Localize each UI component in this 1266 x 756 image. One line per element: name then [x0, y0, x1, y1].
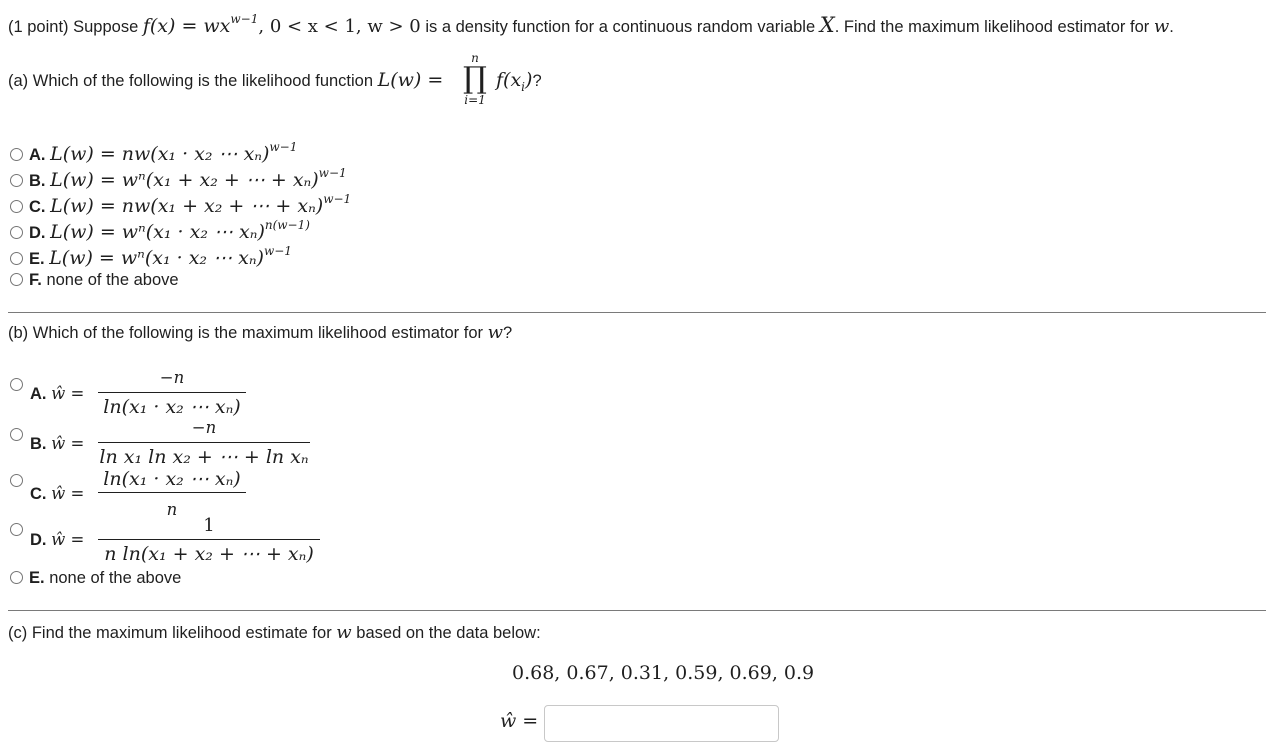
option-label: E. [29, 569, 45, 587]
random-variable: X [819, 13, 835, 37]
radio-b-c[interactable] [10, 474, 23, 487]
radio-a-d[interactable] [10, 226, 23, 239]
part-b-param: w [487, 322, 504, 343]
option-label: A. [30, 385, 47, 403]
frac-b-b-line [98, 442, 310, 443]
option-label: F. [29, 271, 42, 289]
product-operator [455, 52, 495, 106]
option-label: D. [29, 224, 46, 242]
frac-b-b-den: ln x₁ ln x₂ + ⋯ + ln xₙ [99, 446, 309, 468]
radio-b-a[interactable] [10, 378, 23, 391]
option-math: L(w) = nw(x₁ · x₂ ⋯ xₙ) [50, 143, 270, 165]
option-a-b[interactable] [10, 166, 347, 191]
option-label: A. [29, 146, 46, 164]
product-lower: i=1 [464, 93, 486, 107]
estimator-symbol: ŵ = [51, 384, 85, 403]
frac-b-c-num: ln(x₁ · x₂ ⋯ xₙ) [103, 468, 241, 490]
product-term-sub: i [521, 80, 526, 94]
part-c-question [8, 622, 541, 643]
density-exponent: w−1 [230, 12, 259, 26]
option-math: L(w) = wⁿ(x₁ · x₂ ⋯ xₙ) [50, 221, 265, 243]
option-text: none of the above [49, 569, 182, 587]
estimator-symbol: ŵ = [51, 530, 85, 549]
divider [8, 610, 1266, 611]
frac-b-c-line [98, 492, 246, 493]
frac-b-c-den: n [166, 500, 178, 519]
estimator-symbol: ŵ = [51, 434, 85, 453]
part-b-question [8, 322, 512, 343]
option-a-f[interactable] [10, 271, 179, 290]
frac-b-b-num: −n [191, 418, 217, 437]
option-math: L(w) = wⁿ(x₁ · x₂ ⋯ xₙ) [49, 247, 264, 269]
part-a-question [8, 69, 443, 91]
intro-prefix: (1 point) Suppose [8, 18, 143, 36]
option-label: E. [29, 250, 45, 268]
option-b-c-label [30, 484, 84, 504]
radio-b-e[interactable] [10, 571, 23, 584]
part-a-question-prefix: (a) Which of the following is the likelihood function [8, 72, 378, 90]
frac-b-a-num: −n [159, 368, 185, 387]
frac-b-a-line [98, 392, 246, 393]
option-label: C. [29, 198, 46, 216]
part-b-question-prefix: (b) Which of the following is the maximum likelihood estimator for [8, 324, 488, 342]
option-b-d[interactable] [10, 521, 29, 540]
mle-estimate-input[interactable] [544, 705, 779, 742]
radio-a-e[interactable] [10, 252, 23, 265]
frac-b-d-line [98, 539, 320, 540]
option-label: C. [30, 485, 47, 503]
frac-b-a-den: ln(x₁ · x₂ ⋯ xₙ) [103, 396, 241, 418]
intro-end: . [1169, 18, 1174, 36]
domain-expr: , 0 < x < 1, w > 0 [258, 16, 421, 37]
product-term-f: f(x [496, 69, 522, 91]
option-text: none of the above [46, 271, 179, 289]
part-c-question-prefix: (c) Find the maximum likelihood estimate for [8, 624, 337, 642]
option-a-c[interactable] [10, 192, 351, 217]
option-b-e[interactable] [10, 569, 181, 588]
option-exp: w−1 [318, 166, 347, 180]
intro-middle: is a density function for a continuous random variable [420, 18, 820, 36]
radio-a-b[interactable] [10, 174, 23, 187]
frac-b-d-num: 1 [203, 515, 215, 536]
option-a-e[interactable] [10, 244, 292, 269]
density-expr: f(x) = wx [142, 15, 231, 37]
option-exp: n(w−1) [264, 218, 310, 232]
product-term-close: ) [525, 69, 533, 91]
option-label: D. [30, 531, 47, 549]
part-c-question-end: based on the data below: [351, 624, 541, 642]
option-b-b-label [30, 434, 84, 454]
product-term [496, 69, 542, 94]
frac-b-d-den: n ln(x₁ + x₂ + ⋯ + xₙ) [104, 543, 314, 565]
intro-param: w [1153, 16, 1170, 37]
part-b-question-end: ? [503, 324, 513, 342]
option-exp: w−1 [323, 192, 352, 206]
option-a-a[interactable] [10, 140, 297, 165]
likelihood-expr: L(w) = [377, 69, 444, 91]
radio-a-a[interactable] [10, 148, 23, 161]
option-b-c[interactable] [10, 472, 29, 491]
data-values: 0.68, 0.67, 0.31, 0.59, 0.69, 0.9 [512, 662, 815, 684]
option-b-b[interactable] [10, 426, 29, 445]
option-exp: w−1 [263, 244, 292, 258]
part-a-question-end: ? [532, 72, 542, 90]
radio-b-d[interactable] [10, 523, 23, 536]
option-math: L(w) = wⁿ(x₁ + x₂ + ⋯ + xₙ) [50, 169, 319, 191]
radio-b-b[interactable] [10, 428, 23, 441]
option-b-a[interactable] [10, 376, 29, 395]
divider [8, 312, 1266, 313]
product-symbol: ∏ [463, 61, 487, 96]
option-label: B. [29, 172, 46, 190]
option-b-a-label [30, 384, 84, 404]
radio-a-c[interactable] [10, 200, 23, 213]
problem-intro [8, 12, 1174, 37]
radio-a-f[interactable] [10, 273, 23, 286]
option-b-d-label [30, 530, 84, 550]
option-exp: w−1 [269, 140, 298, 154]
estimator-symbol: ŵ = [51, 484, 85, 503]
intro-suffix: . Find the maximum likelihood estimator for [834, 18, 1154, 36]
part-c-param: w [336, 622, 352, 643]
product-upper: n [471, 51, 479, 65]
option-label: B. [30, 435, 47, 453]
option-a-d[interactable] [10, 218, 310, 243]
option-math: L(w) = nw(x₁ + x₂ + ⋯ + xₙ) [50, 195, 324, 217]
answer-label: ŵ = [500, 710, 539, 732]
